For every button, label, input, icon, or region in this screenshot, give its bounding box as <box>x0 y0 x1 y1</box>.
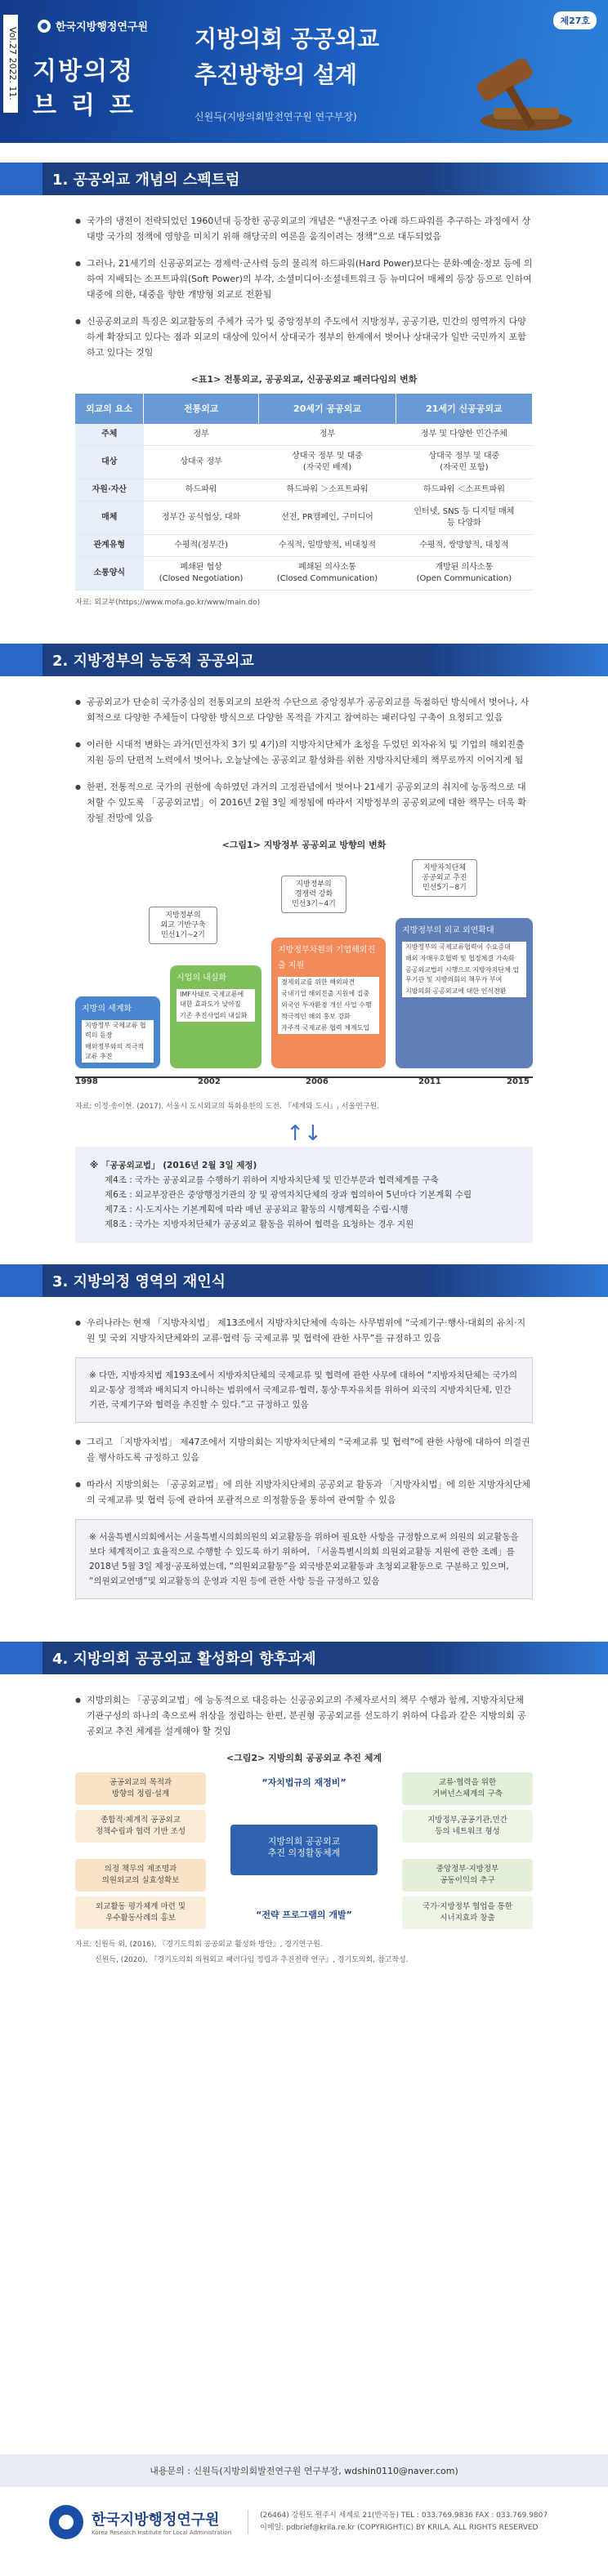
table-cell: 폐쇄된 의사소통 (Closed Communication) <box>259 557 396 591</box>
table-cell: 수평적, 쌍방향적, 대칭적 <box>396 535 532 557</box>
direction-change-figure <box>75 859 533 1088</box>
section-3-title: 3. 지방의정 영역의 재인식 <box>0 1264 608 1297</box>
left-top-item: 공공외교의 목적과 방향의 정립·설계 <box>75 1772 206 1805</box>
table-cell: 정부 및 다양한 민간주체 <box>396 424 532 446</box>
table-cell: 수직적, 일방향적, 비대칭적 <box>259 535 396 557</box>
left-top-item: 종합적·체계적 공공외교 정책수립과 협력 기반 조성 <box>75 1810 206 1843</box>
section-3 <box>0 1264 608 1629</box>
stage-consolidation: 시업의 내실화 IMF사태로 국제교류에 대한 효과도가 낮아짐 기존 추진사업의 내실화 <box>170 965 262 1068</box>
table-row <box>75 479 533 501</box>
left-bottom-item: 외교활동 평가체계 마련 및 우수활동사례의 홍보 <box>75 1896 206 1929</box>
contact-info: 내용문의 : 신원득(지방의회발전연구원 연구부장, wdshin0110@naver.com) <box>0 2454 608 2487</box>
table-cell: 개방된 의사소통 (Open Communication) <box>396 557 532 591</box>
table-cell: 매체 <box>75 501 144 535</box>
brief-title-line1: 지방의정 <box>33 57 134 86</box>
arrows-icon: ↑↓ <box>286 1121 322 1146</box>
table-header: 20세기 공공외교 <box>259 394 396 424</box>
table-cell: 상대국 정부 및 대중 (자국민 포함) <box>396 446 532 479</box>
right-bottom-item: 중앙정부·지방정부 공동이익의 추구 <box>402 1859 533 1892</box>
list-item: ● 신공공외교의 특징은 외교활동의 주체가 국가 및 중앙정부의 주도에서 지방정부, 공공기관, 민간의 영역까지 다양하게 확장되고 있다는 점과 외교의 대상에 있어서 상대국가 정부의 한계에서 벗어나 상대국가 일반 국민까지 포함하고 있다는 것임 <box>75 314 533 360</box>
table-header: 전통외교 <box>144 394 259 424</box>
section-1-title: 1. 공공외교 개념의 스펙트럼 <box>0 163 608 195</box>
year-label: 2015 <box>507 1077 530 1086</box>
stage-globalization: 지방의 세계화 지방정부 국제교류 협력의 등장 해외정부와의 적극적 교류 추진 <box>75 996 160 1068</box>
table-cell: 수평적(정부간) <box>144 535 259 557</box>
page-title: 지방의회 공공외교 추진방향의 설계 <box>194 25 380 88</box>
callout-2: 지방정부의 경쟁력 강화 민선3기~4기 <box>281 876 346 913</box>
table-cell: 인터넷, SNS 등 디지털 매체 등 다양화 <box>396 501 532 535</box>
table-row <box>75 535 533 557</box>
law-box: ※ 「공공외교법」 (2016년 2월 3일 제정) 제4조 : 국가는 공공외교를 수행하기 위하여 지방자치단체 및 민간부문과 협력체계를 구축 제6조 : 외교부장관은 중앙행정기관의 장 및 광역자치단체의 장과 협의하여 5년마다 기본계획 수립 제7조 : 시·도지사는 기본계획에 따라 매년 공공외교 활동의 시행계획을 수립·시행 제8조 : 국가는 지방자치단체가 공공외교 활동을 위하여 협력을 요청하는 경우 지원 <box>75 1147 533 1243</box>
table-cell: 정부간 공식협상, 대화 <box>144 501 259 535</box>
table-row <box>75 501 533 535</box>
table-cell: 주체 <box>75 424 144 446</box>
figure-source: 자료: 신원득 외, (2016), 『경기도의회 공공외교 활성화 방안』, 경기연구원. <box>75 1941 323 1949</box>
list-item: ● 한편, 전통적으로 국가의 권한에 속하였던 과거의 고정관념에서 벗어나 21세기 공공외교의 취지에 능동적으로 대처할 수 있도록 「공공외교법」이 2016년 2월 3일 제정됨에 따라서 지방정부의 공공외교에 대한 책무는 더욱 확장될 전망에 있음 <box>75 779 533 826</box>
year-label: 2002 <box>198 1077 221 1086</box>
volume-label: Vol.27 2022. 11. <box>3 15 18 113</box>
table-source: 자료: 외교부(https://www.mofa.go.kr/www/main.do) <box>75 599 261 607</box>
section-4-title: 4. 지방의회 공공외교 활성화의 향후과제 <box>0 1642 608 1674</box>
center-node: 지방의회 공공외교 추진 의정활동체계 <box>230 1825 378 1875</box>
figure-caption: <그림1> 지방정부 공공외교 방향의 변화 <box>221 840 387 850</box>
table-cell: 소통양식 <box>75 557 144 591</box>
list-item: ● 이러한 시대적 변화는 과거(민선자치 3기 및 4기)의 지방자치단체가 초청을 두었던 외자유치 및 기업의 해외진출 지원 등의 단편적 노력에서 벗어나, 오늘날에는 공공외교 활성화를 위한 지방자치단체의 책무로까지 이어지게 됨 <box>75 737 533 768</box>
section-2 <box>0 644 608 1261</box>
table-row <box>75 424 533 446</box>
table-cell: 관계유형 <box>75 535 144 557</box>
table-row <box>75 557 533 591</box>
stage-diplomacy-expansion: 지방정부의 외교 외연확대 지방정부의 국제교류협력이 수요증대 해외 자매우호협력 및 협정체결 가속화 공공외교법의 시행으로 지방자치단체 업무기관 및 지방의회의 책무가 부여 지방의회 공공외교에 대한 인식전환 <box>396 918 533 1068</box>
table-cell: 상대국 정부 및 대중 (자국민 배제) <box>259 446 396 479</box>
org-logo: 한국지방행정연구원 <box>38 18 148 33</box>
year-label: 2006 <box>306 1077 329 1086</box>
table-cell: 하드파워 ＜소프트파워 <box>396 479 532 501</box>
list-item: ● 지방의회는 「공공외교법」에 능동적으로 대응하는 신공공외교의 주체자로서의 책무 수행과 함께, 지방자치단체 기관구성의 하나의 축으로써 위상을 정립하는 한편, 분권형 공공외교를 선도하기 위하여 다음과 같은 지방의회 공공외교 추진 체계를 설계해야 할 것임 <box>75 1692 533 1739</box>
author: 신원득(지방의회발전연구원 연구부장) <box>194 111 357 123</box>
paradigm-table <box>75 394 533 591</box>
callout-3: 지방자치단체 공공외교 추진 민선5기~8기 <box>412 859 477 897</box>
note-box: ※ 다만, 지방자치법 제193조에서 지방자치단체의 국제교류 및 협력에 관한 사무에 대하여 “지방자치단체는 국가의 외교·통상 정책과 배치되지 아니하는 범위에서 국제교류·협력, 통상·투자유치를 위하여 외국의 지방자치단체, 민간기관, 국제기구와 협력을 추진할 수 있다.”고 규정하고 있음 <box>75 1357 533 1423</box>
table-cell: 하드파워 <box>144 479 259 501</box>
year-label: 2011 <box>418 1077 441 1086</box>
table-cell: 상대국 정부 <box>144 446 259 479</box>
table-caption: <표1> 전통외교, 공공외교, 신공공외교 패러다임의 변화 <box>190 374 418 385</box>
callout-1: 지방정부의 외교 기반구축 민선1기~2기 <box>149 907 217 944</box>
table-cell: 대상 <box>75 446 144 479</box>
note-box: ※ 서울특별시의회에서는 서울특별시의회의원의 외교활동을 위하여 필요한 사항을 규정함으로써 의원의 외교활동을 보다 체계적이고 효율적으로 수행할 수 있도록 하기 위하여, 「서울특별시의회 의원외교활동 지원에 관한 조례」를 2018년 5월 3일 제정·공포하였는데, “의원외교활동”을 외국방문외교활동과 초청외교활동으로 구분하고 있으며, “의원외교연맹”및 외교활동의 운영과 지원 등에 관한 사항 등을 규정하고 있음 <box>75 1519 533 1599</box>
list-item: ● 공공외교가 단순히 국가중심의 전통외교의 보완적 수단으로 중앙정부가 공공외교를 독점하던 방식에서 벗어나, 사회적으로 다양한 주체들이 다양한 방식으로 다양한 목적을 가지고 참여하는 패러다임 구축이 요청되고 있음 <box>75 694 533 725</box>
logo-icon <box>49 2505 83 2539</box>
footer-logo: 한국지방행정연구원 Korea Research Institute for Local Administration <box>49 2505 231 2539</box>
timeline-axis <box>75 1076 533 1078</box>
figure-source: 신원득, (2020), 『경기도의회 의원외교 패러다임 정립과 추진전략 연구』, 경기도의회, 참고작성. <box>95 1956 409 1964</box>
stage-business-support: 지방정부차원의 기업해외진출 지원 경제외교를 위한 해외파견 국내기업 해외진출 지원에 집중 외국인 투자환경 개선 사업 수행 적극적인 해외 홍보 강화 자주적 국제교류 협력 체계도입 <box>271 938 386 1068</box>
table-cell: 선전, PR캠페인, 구미디어 <box>259 501 396 535</box>
table-cell: 폐쇄된 협상 (Closed Negotiation) <box>144 557 259 591</box>
section-2-title: 2. 지방정부의 능동적 공공외교 <box>0 644 608 676</box>
list-item: ● 그러나, 21세기의 신공공외교는 경제력·군사력 등의 물리적 하드파워(Hard Power)보다는 문화·예술·정보 등에 의하여 지배되는 소프트파워(Soft Power)의 부각, 소셜미디어·소셜네트워크 등 뉴미디어 매체의 등장 등으로 인하여 대중에 의한, 대중을 향한 개방형 외교로 전환됨 <box>75 256 533 302</box>
list-item: ● 국가의 냉전이 전략되었던 1960년대 등장한 공공외교의 개념은 “냉전구조 아래 하드파워를 추구하는 과정에서 상대방 국가의 정책에 영향을 미치기 위해 해당국의 여론을 움직이려는 정책”으로 대두되었음 <box>75 213 533 244</box>
year-label: 1998 <box>75 1077 98 1086</box>
table-cell: 자원·자산 <box>75 479 144 501</box>
footer <box>0 2454 608 2576</box>
right-top-item: 교류·협력을 위한 거버넌스체계의 구축 <box>402 1772 533 1805</box>
section-1 <box>0 163 608 629</box>
table-cell: 정부 <box>259 424 396 446</box>
right-top-item: 지방정부,공공기관,민간 등의 네트워크 형성 <box>402 1810 533 1843</box>
section-4 <box>0 1642 608 1986</box>
list-item: ● 그리고 「지방자치법」 제47조에서 지방의회는 지방자치단체의 “국제교류 및 협력”에 관한 사항에 대하여 의결권을 행사하도록 규정하고 있음 <box>75 1434 533 1465</box>
figure-source: 자료: 이정·송이현. (2017). 서울시 도시외교의 특화용한의 도전. 『세계와 도시』, 서울연구원. <box>75 1103 380 1111</box>
gavel-icon <box>461 46 575 136</box>
issue-badge: 제27호 <box>553 11 597 29</box>
bottom-label: “전략 프로그램의 개발” <box>256 1910 352 1920</box>
right-bottom-item: 국가·지방정부 협업을 통한 시너지효과 창출 <box>402 1896 533 1929</box>
table-cell: 정부 <box>144 424 259 446</box>
left-bottom-item: 의정 책무의 제조명과 의원외교의 실효성확보 <box>75 1859 206 1892</box>
header-banner <box>0 0 608 143</box>
table-header: 외교의 요소 <box>75 394 144 424</box>
figure-caption: <그림2> 지방의회 공공외교 추진 체계 <box>226 1753 382 1763</box>
list-item: ● 우리나라는 현재 「지방자치법」 제13조에서 지방자치단체에 속하는 사무범위에 “국제기구·행사·대회의 유치·지원 및 국외 지방자치단체와의 교류·협력 등 국제교류 및 협력에 관한 사무”를 규정하고 있음 <box>75 1315 533 1346</box>
brief-title-line2: 브리프 <box>33 91 148 120</box>
footer-address: (26464) 강원도 원주시 세계로 21(반곡동) TEL : 033.769.9836 FAX : 033.769.9807 이메일: pdbrief@krila.re.kr (COPYRIGHT(C) BY KRILA. ALL RIGHTS RESERVED <box>248 2510 548 2534</box>
top-label: “자치법규의 재정비” <box>262 1777 346 1788</box>
table-header: 21세기 신공공외교 <box>396 394 532 424</box>
table-row <box>75 446 533 479</box>
logo-icon <box>38 20 51 33</box>
table-cell: 하드파워 ＞소프트파워 <box>259 479 396 501</box>
list-item: ● 따라서 지방의회는 「공공외교법」에 의한 지방자치단체의 공공외교 활동과 「지방자치법」에 의한 지방자치단체의 국제교류 및 협력 등에 관하여 포괄적으로 의정활동을 통하여 관여할 수 있음 <box>75 1477 533 1508</box>
promotion-system-figure <box>75 1772 533 1932</box>
